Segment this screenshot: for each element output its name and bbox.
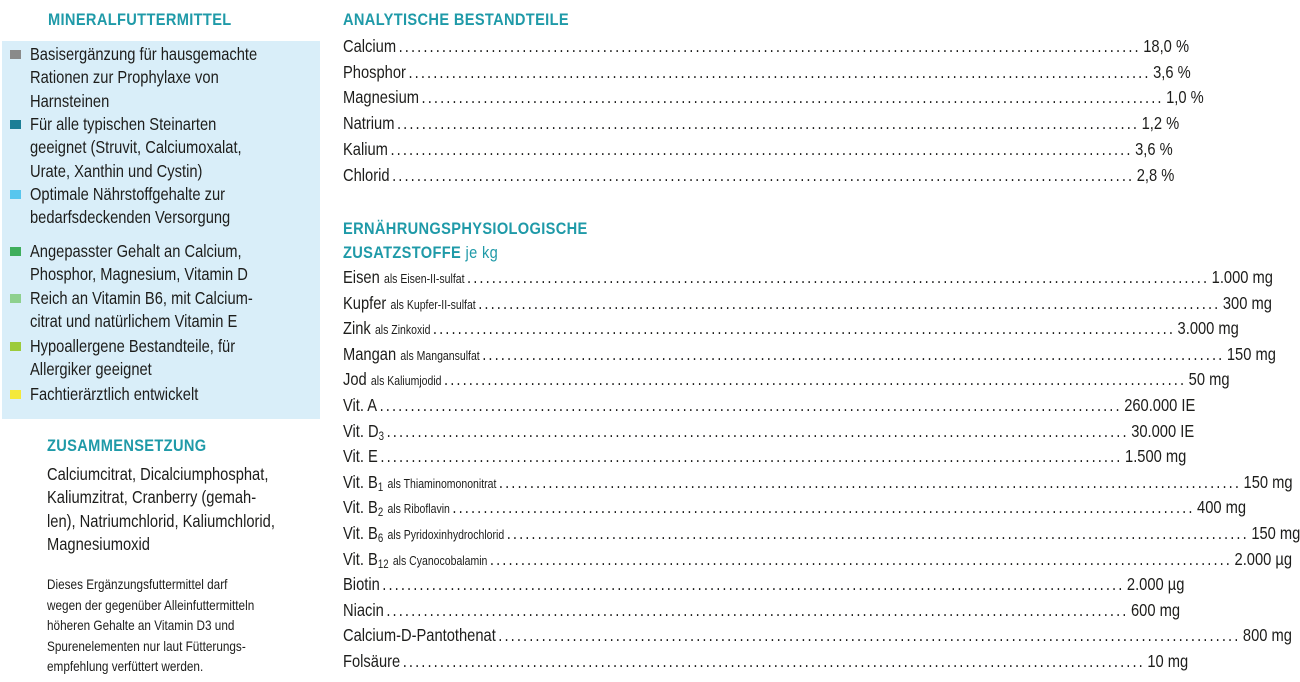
additive-row-label: Jod als Kaliumjodid (343, 369, 442, 390)
analytic-row (343, 113, 1180, 139)
bullet-square-icon (10, 342, 21, 351)
per-kg-label: je kg (465, 243, 499, 262)
additives-heading-line1: ERNÄHRUNGSPHYSIOLOGISCHE (343, 219, 588, 238)
bullet-square-icon (10, 50, 21, 59)
additive-row-value: 1.500 mg (1125, 446, 1187, 467)
additive-row (343, 395, 1196, 421)
additive-row-value: 300 mg (1222, 292, 1272, 313)
composition-text: Calciumcitrat, Dicalciumphosphat, Kaliumzitrat, Cranberry (gemah- len), Natriumchlorid, Kaliumchlorid, Magnesiumoxid (47, 464, 275, 555)
analytic-row (343, 138, 1173, 165)
dot-leader: ........................................................................................................................ (467, 267, 1210, 287)
dot-leader: ........................................................................................................................ (392, 164, 1135, 185)
additive-row (343, 267, 1273, 293)
additive-row-label: Calcium-D-Pantothenat (343, 625, 496, 646)
analytic-row-label: Calcium (343, 36, 397, 56)
additive-row-label: Mangan als Mangansulfat (343, 343, 480, 364)
feature-bullet-line: Für alle typischen Steinarten (30, 114, 217, 134)
additive-row-label: Folsäure (343, 651, 401, 671)
dot-leader: ........................................................................................................................ (390, 138, 1133, 159)
feature-bullet-line: Fachtierärztlich entwickelt (30, 384, 199, 404)
additive-row-value: 150 mg (1243, 471, 1293, 492)
feature-bullet-line: Allergiker geeignet (30, 359, 152, 380)
additive-row-value: 260.000 IE (1124, 395, 1196, 415)
dot-leader: ........................................................................................................................ (421, 87, 1164, 108)
additive-row (343, 625, 1292, 651)
analytic-row-label: Natrium (343, 113, 395, 134)
features-panel (2, 41, 320, 419)
feature-bullet (30, 287, 295, 334)
analytic-row-value: 18,0 % (1143, 36, 1190, 56)
dot-leader: ........................................................................................................................ (396, 113, 1140, 134)
feature-bullet-line: Harnsteinen (30, 90, 110, 111)
additive-row-label: Vit. B2 als Riboflavin (343, 497, 450, 520)
dot-leader: ........................................................................................................................ (402, 651, 1145, 671)
feature-bullet (30, 240, 289, 287)
additive-row (343, 420, 1195, 447)
additive-row-value: 1.000 mg (1211, 267, 1273, 287)
additive-row-value: 3.000 mg (1177, 318, 1239, 339)
additive-row-value: 800 mg (1242, 625, 1292, 646)
additive-row-value: 400 mg (1197, 497, 1247, 518)
dot-leader: ........................................................................................................................ (498, 471, 1242, 492)
feature-bullet (30, 383, 230, 406)
additive-row (343, 548, 1293, 575)
feature-bullet-line: geeignet (Struvit, Calciumoxalat, (30, 137, 242, 158)
analytic-row-label: Phosphor (343, 61, 406, 82)
additive-row-label: Kupfer als Kupfer-II-sulfat (343, 292, 476, 313)
analytic-row-value: 3,6 % (1135, 138, 1173, 159)
additive-row-label: Vit. B6 als Pyridoxinhydrochlorid (343, 523, 505, 545)
feature-bullet-line: bedarfsdeckenden Versorgung (30, 207, 231, 228)
analytic-row (343, 87, 1204, 113)
dot-leader: ........................................................................................................................ (432, 318, 1176, 339)
analytic-row (343, 164, 1175, 191)
additive-row (343, 318, 1239, 344)
additive-row (343, 471, 1293, 498)
additive-row-label: Eisen als Eisen-II-sulfat (343, 267, 465, 287)
additive-row-label: Vit. D3 (343, 420, 385, 443)
dot-leader: ........................................................................................................................ (489, 548, 1232, 569)
feature-bullet (30, 43, 300, 113)
feature-bullet-line: Phosphor, Magnesium, Vitamin D (30, 264, 248, 285)
additive-row (343, 599, 1181, 626)
additive-row-value: 600 mg (1130, 599, 1181, 620)
dot-leader: ........................................................................................................................ (379, 395, 1122, 415)
additive-row (343, 369, 1230, 395)
dot-leader: ........................................................................................................................ (478, 292, 1221, 313)
feeding-note: Dieses Ergänzungsfuttermittel darf wegen der gegenüber Alleinfuttermitteln höheren Gehalte an Vitamin D3 und Spurenelementen nur laut Fütterungs- empfehlung verfüttert werden. (47, 576, 255, 674)
bullet-square-icon (10, 247, 21, 256)
additive-row-label: Biotin (343, 574, 380, 595)
dot-leader: ........................................................................................................................ (498, 625, 1241, 646)
analytic-row-value: 2,8 % (1136, 164, 1175, 185)
analytic-row (343, 36, 1190, 62)
feature-bullet-line: Hypoallergene Bestandteile, für (30, 336, 236, 356)
bullet-square-icon (10, 120, 21, 129)
feature-bullet-line: Reich an Vitamin B6, mit Calcium- (30, 288, 253, 308)
additive-row-value: 2.000 µg (1234, 548, 1293, 569)
additive-row-label: Vit. B1 als Thiaminomononitrat (343, 471, 497, 494)
bullet-square-icon (10, 390, 21, 399)
additive-row-value: 2.000 µg (1126, 574, 1185, 595)
additive-row-value: 150 mg (1226, 343, 1276, 364)
additive-row-value: 50 mg (1188, 369, 1230, 390)
analytic-row-value: 1,2 % (1141, 113, 1180, 134)
dot-leader: ........................................................................................................................ (482, 343, 1225, 364)
feature-bullet (30, 183, 268, 230)
dot-leader: ........................................................................................................................ (398, 36, 1141, 56)
additive-row-label: Vit. E (343, 446, 378, 467)
analytic-row (343, 61, 1191, 88)
analytic-heading: ANALYTISCHE BESTANDTEILE (343, 10, 569, 29)
dot-leader: ........................................................................................................................ (386, 420, 1129, 441)
dot-leader: ........................................................................................................................ (380, 446, 1123, 467)
additive-row (343, 446, 1187, 472)
additive-row (343, 651, 1189, 677)
feature-bullet-line: Optimale Nährstoffgehalte zur (30, 184, 226, 204)
feature-bullet (30, 113, 282, 183)
bullet-square-icon (10, 190, 21, 199)
dot-leader: ........................................................................................................................ (382, 574, 1125, 595)
additive-row-value: 150 mg (1251, 523, 1300, 543)
additive-row (343, 343, 1276, 370)
feature-bullet-line: Rationen zur Prophylaxe von (30, 67, 219, 88)
analytic-row-value: 1,0 % (1166, 87, 1204, 108)
dot-leader: ........................................................................................................................ (386, 599, 1129, 620)
analytic-row-label: Chlorid (343, 164, 390, 185)
dot-leader: ........................................................................................................................ (408, 61, 1151, 82)
feature-bullet-line: Urate, Xanthin und Cystin) (30, 160, 203, 181)
analytic-row-value: 3,6 % (1153, 61, 1191, 82)
additive-row (343, 574, 1185, 600)
additive-row-value: 30.000 IE (1131, 420, 1195, 441)
analytic-row-label: Magnesium (343, 87, 419, 108)
feature-bullet-line: citrat und natürlichem Vitamin E (30, 311, 238, 332)
additive-row-label: Vit. B12 als Cyanocobalamin (343, 548, 488, 571)
additive-row (343, 523, 1300, 549)
bullet-square-icon (10, 294, 21, 303)
analytic-row-label: Kalium (343, 138, 388, 159)
additive-row-label: Zink als Zinkoxid (343, 318, 431, 339)
additive-row-label: Niacin (343, 599, 384, 620)
additive-row-value: 10 mg (1147, 651, 1189, 671)
additive-row (343, 292, 1272, 319)
dot-leader: ........................................................................................................................ (506, 523, 1249, 543)
feature-bullet (30, 335, 274, 382)
feature-bullet-line: Angepasster Gehalt an Calcium, (30, 241, 242, 261)
mineralfuttermittel-heading: MINERALFUTTERMITTEL (48, 10, 232, 29)
dot-leader: ........................................................................................................................ (444, 369, 1187, 390)
additive-row-label: Vit. A (343, 395, 378, 415)
composition-heading: ZUSAMMENSETZUNG (47, 436, 207, 455)
additive-row (343, 497, 1247, 523)
additives-heading-line2 (343, 243, 498, 263)
additives-heading-text: ZUSATZSTOFFE (343, 243, 462, 262)
feature-bullet-line: Basisergänzung für hausgemachte (30, 44, 258, 64)
dot-leader: ........................................................................................................................ (452, 497, 1195, 518)
